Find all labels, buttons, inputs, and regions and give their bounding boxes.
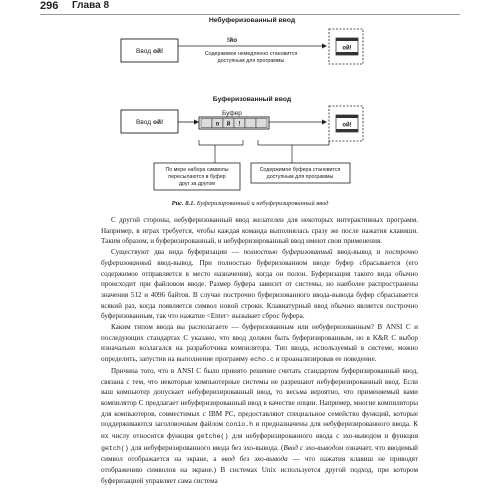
page-number: 296 <box>40 0 59 12</box>
buffer-label: Буфер <box>222 110 242 117</box>
buffering-figure <box>0 0 500 200</box>
p2-a: Существуют два вида буферизации — <box>111 248 244 257</box>
left-note-line2: пересылаются в буфер <box>168 174 226 180</box>
figure-caption <box>0 200 500 207</box>
p2-full-buffered: полностью буферизованный <box>243 248 333 257</box>
unbuffered-output: ой! <box>342 45 352 52</box>
unbuffered-input-word: ой! <box>153 48 164 55</box>
buffered-arrow-out-head <box>322 120 327 125</box>
p4-h: — что нажатия клавиш не приводят отображению символов на экране.) В системах Unix используется другой подход, при котором буферизацией управляет сама система <box>101 455 418 485</box>
buffered-title: Буферизованный ввод <box>212 96 292 103</box>
p3-code: echo.c <box>250 356 274 364</box>
buffer-cell-6 <box>256 119 267 128</box>
figure-caption-number: Рис. 8.1. <box>171 200 196 207</box>
body-text <box>101 215 418 487</box>
p4-b: и предназначены для небуферизированного ввода. К их числу относится функция <box>101 420 418 441</box>
figure-caption-text: Буферизированный и небуферизированный ввод <box>195 200 329 207</box>
unbuffered-input-label: Ввод <box>136 48 151 55</box>
unbuffered-film-strip-bottom <box>336 52 358 55</box>
left-bracket <box>199 140 243 145</box>
p3-a: Каким типом ввода вы располагаете — буферизованным или небуферизованным? В ANSI C и последующих стандартах C указано, что ввод должен быть буферизированным, но в K&R C выбор изначально возлагался на разработчика компилятора. Тип ввода, используемый в системе, можно определить, запустив на выполнение программу <box>101 323 418 364</box>
p4-code-getche: getche() <box>196 433 229 441</box>
p4-d: для небуферизированного ввода без эхо-вывода. ( <box>128 443 284 452</box>
unbuffered-arrow-head <box>322 44 327 49</box>
p2-e: ввод-вывод. При полностью буферизованном вводе буфер сбрасывается (его содержимое отправляется в место назначения), когда он полон. Буферизация такого вида обычно происходит при файловом вводе. Размер буфера зависит от системы, но наиболее распространены значения 512 и 4096 байтов. В случае построчно буферизованного ввода-вывода буфер сбрасывается всякий раз, когда появляется символ новой строки. Клавиатурный ввод обычно является построчно буферизованным, так что нажатие <Enter> вызывает сброс буфера. <box>101 258 418 321</box>
buffer-cell-5 <box>245 119 256 128</box>
unbuffered-title: Небуферизованный ввод <box>208 17 296 24</box>
left-note-line1: По мере набора символы <box>165 167 229 173</box>
paragraph-2 <box>101 247 418 322</box>
buffered-arrow-in-head <box>194 120 199 125</box>
buffer-cell-text-3: ! <box>238 121 241 128</box>
p4-a: Причина того, что в ANSI C было принято решение считать стандартом буферизированный ввод, связана с тем, что некоторые компьютерные системы не разрешают небуферизированный ввод. Если ваш компьютер допускает небуферизированный ввод, то весьма вероятно, что применяемый вами компилятор C предлагает небуферизированный ввод в качестве опции. Например, многие компиляторы для компьютеров, совместимых с IBM PC, предоставляют специальное семейство функций, которые поддерживаются заголовочным файлом <box>101 366 418 429</box>
p4-code-getch: getch() <box>101 444 129 452</box>
p2-line-buffered: построчно буферизованный <box>101 248 418 267</box>
unbuffered-char-label: !йо <box>226 37 238 44</box>
right-note-line2: доступным для программы <box>266 174 334 180</box>
buffer-cell-1 <box>201 119 212 128</box>
right-note-line1: Содержимое буфера становится <box>259 167 341 173</box>
buffered-output: ой! <box>342 122 352 129</box>
paragraph-1: С другой стороны, небуферизованный ввод желателен для некоторых интерактивных программ. Например, в играх требуется, чтобы каждая команда выполнялась сразу же после нажатия клавиши. Таким образом, и буферизированный, и небуферизированный ввод имеют свои применения. <box>101 216 418 246</box>
p4-code-conio: conio.h <box>225 421 254 429</box>
chapter-title: Глава 8 <box>72 0 110 11</box>
p3-b: и проанализировав ее поведение. <box>273 355 377 364</box>
paragraph-3 <box>101 322 418 366</box>
unbuffered-film-strip-top <box>336 38 358 41</box>
buffered-input-label: Ввод <box>136 119 151 126</box>
p4-f: означает, что вводимый символ отображается на экране, а <box>101 443 419 464</box>
p2-c: ввод-вывод и <box>332 248 386 257</box>
paragraph-4 <box>101 366 418 487</box>
buffer-cell-text-2: й <box>226 121 231 128</box>
left-note-line3: друг за другом <box>179 181 215 187</box>
buffered-input-word: ой! <box>153 119 164 126</box>
right-bracket <box>258 140 329 145</box>
buffered-film-strip-top <box>336 115 358 118</box>
unbuffered-note-line1: Содержимое немедленно становится <box>204 51 298 57</box>
buffer-cell-text-1: о <box>215 121 220 128</box>
unbuffered-note-line2: доступным для программы <box>217 58 285 64</box>
right-note-box <box>251 163 350 183</box>
p4-c: для небуферизированного ввода с эхо-выводом и функция <box>228 432 418 441</box>
p4-echo-input: Ввод с эхо-выводом <box>283 443 344 452</box>
buffered-film-strip-bottom <box>336 129 358 132</box>
p4-no-echo-input: ввод без эхо-вывода <box>221 455 288 464</box>
